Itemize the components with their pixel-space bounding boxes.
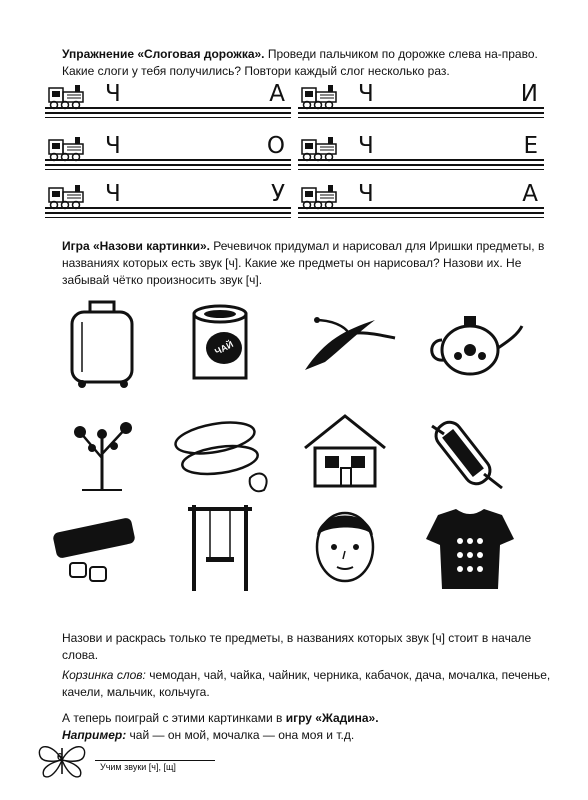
chainmail-icon bbox=[410, 495, 530, 595]
track-rail bbox=[298, 164, 544, 166]
locomotive-icon bbox=[298, 82, 340, 110]
seagull-icon bbox=[285, 290, 405, 390]
track-rail bbox=[298, 207, 544, 209]
page-number: 6 bbox=[57, 752, 63, 763]
locomotive-icon bbox=[45, 182, 87, 210]
locomotive-icon bbox=[45, 134, 87, 162]
syllable-track bbox=[45, 182, 291, 218]
syllable-start: Ч bbox=[358, 81, 374, 107]
syllable-end: У bbox=[270, 181, 285, 207]
washcloth-icon bbox=[410, 398, 530, 498]
track-rail bbox=[45, 207, 291, 209]
game1-title: Игра «Назови картинки». bbox=[62, 239, 210, 253]
game2-instructions bbox=[62, 710, 562, 744]
example-label: Например: bbox=[62, 728, 127, 742]
syllable-end: О bbox=[266, 133, 285, 159]
exercise1-title: Упражнение «Слоговая дорожка». bbox=[62, 47, 265, 61]
game1-text: Речевичок придумал и нарисовал для Иришки предметы, в названиях которых есть звук [ч]. Какие же предметы он нарисовал? Назови их. Не забывай чётко произносить звук [ч]. bbox=[62, 239, 545, 287]
exercise1-instructions bbox=[62, 46, 562, 80]
track-rail bbox=[298, 112, 544, 114]
word-basket bbox=[62, 667, 562, 701]
syllable-track bbox=[45, 82, 291, 118]
syllable-start: Ч bbox=[358, 133, 374, 159]
game1-instructions bbox=[62, 238, 562, 289]
game2-name: игру «Жадина». bbox=[285, 711, 379, 725]
track-rail bbox=[298, 107, 544, 109]
track-rail bbox=[45, 217, 291, 218]
track-rail bbox=[45, 212, 291, 214]
syllable-start: Ч bbox=[105, 81, 121, 107]
syllable-start: Ч bbox=[105, 133, 121, 159]
syllable-track bbox=[298, 134, 544, 170]
syllable-track bbox=[298, 182, 544, 218]
tin-label: ЧАЙ bbox=[213, 339, 235, 357]
swing-icon bbox=[160, 495, 280, 595]
teapot-icon bbox=[410, 290, 530, 390]
track-rail bbox=[298, 217, 544, 218]
zucchini-icon bbox=[160, 398, 280, 498]
syllable-end: Е bbox=[523, 133, 538, 159]
exercise1-text: Проведи пальчиком по дорожке слева на-право. Какие слоги у тебя получились? Повтори каждый слог несколько раз. bbox=[62, 47, 538, 78]
track-rail bbox=[45, 112, 291, 114]
track-rail bbox=[298, 117, 544, 118]
track-rail bbox=[298, 159, 544, 161]
track-rail bbox=[298, 212, 544, 214]
task2-text: Назови и раскрась только те предметы, в названиях которых звук [ч] стоит в начале слова. bbox=[62, 631, 532, 662]
game2-text: А теперь поиграй с этими картинками в bbox=[62, 711, 286, 725]
syllable-track bbox=[298, 82, 544, 118]
basket-words: чемодан, чай, чайка, чайник, черника, кабачок, дача, мочалка, печенье, качели, мальчик, кольчуга. bbox=[62, 668, 551, 699]
biscuits-icon bbox=[42, 495, 162, 595]
syllable-end: А bbox=[269, 81, 285, 107]
locomotive-icon bbox=[45, 82, 87, 110]
syllable-start: Ч bbox=[105, 181, 121, 207]
syllable-end: А bbox=[522, 181, 538, 207]
locomotive-icon bbox=[298, 182, 340, 210]
track-rail bbox=[298, 169, 544, 170]
cottage-icon bbox=[285, 398, 405, 498]
blueberry-bush-icon bbox=[42, 398, 162, 498]
footer-text: Учим звуки [ч], [щ] bbox=[100, 762, 176, 772]
track-rail bbox=[45, 117, 291, 118]
tea-tin-icon bbox=[160, 290, 280, 390]
syllable-start: Ч bbox=[358, 181, 374, 207]
footer-rule bbox=[95, 760, 215, 761]
example-text: чай — он мой, мочалка — она моя и т.д. bbox=[126, 728, 355, 742]
track-rail bbox=[45, 164, 291, 166]
suitcase-icon bbox=[42, 290, 162, 390]
track-rail bbox=[45, 169, 291, 170]
syllable-end: И bbox=[520, 81, 538, 107]
track-rail bbox=[45, 159, 291, 161]
syllable-track bbox=[45, 134, 291, 170]
boy-icon bbox=[285, 495, 405, 595]
basket-label: Корзинка слов: bbox=[62, 668, 146, 682]
track-rail bbox=[45, 107, 291, 109]
locomotive-icon bbox=[298, 134, 340, 162]
